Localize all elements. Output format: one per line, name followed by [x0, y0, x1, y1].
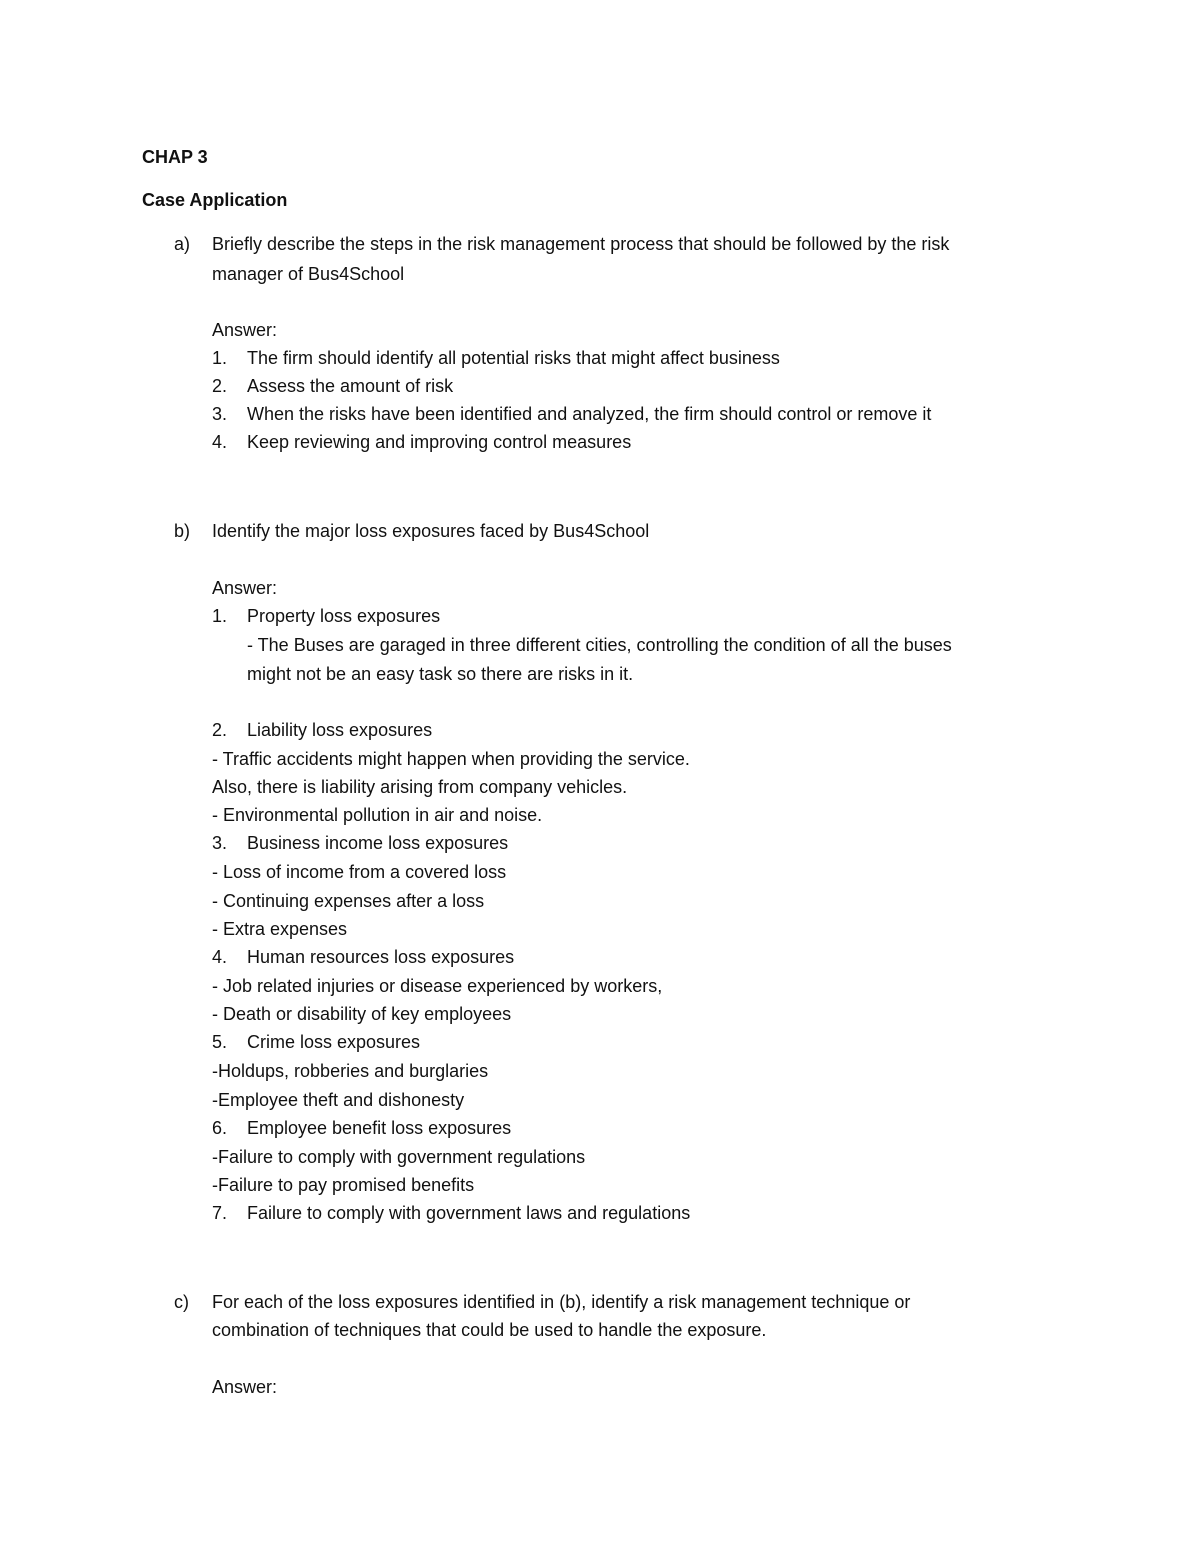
list-item-number: 6. [212, 1118, 228, 1138]
section-heading: Case Application [142, 190, 288, 210]
list-item: Human resources loss exposures [247, 947, 515, 967]
list-item-detail: - Environmental pollution in air and noise. [212, 805, 543, 825]
question-b-label: b) [174, 521, 191, 541]
list-item-detail: - Job related injuries or disease experienced by workers, [212, 976, 663, 996]
list-item: Keep reviewing and improving control measures [247, 432, 632, 452]
list-item: Assess the amount of risk [247, 376, 454, 396]
list-item-number: 3. [212, 833, 228, 853]
list-item-detail: Also, there is liability arising from company vehicles. [212, 777, 628, 797]
list-item: Liability loss exposures [247, 720, 433, 740]
list-item: Failure to comply with government laws and regulations [247, 1203, 691, 1223]
list-item-detail: -Failure to pay promised benefits [212, 1175, 475, 1195]
list-item-detail: - Traffic accidents might happen when providing the service. [212, 749, 690, 769]
list-item-number: 5. [212, 1032, 228, 1052]
list-item-number: 1. [212, 606, 228, 626]
list-item-detail: -Employee theft and dishonesty [212, 1090, 465, 1110]
list-item-detail: -Holdups, robberies and burglaries [212, 1061, 489, 1081]
question-a-text-line2: manager of Bus4School [212, 264, 405, 284]
list-item: When the risks have been identified and analyzed, the firm should control or remove it [247, 404, 932, 424]
list-item-number: 4. [212, 947, 228, 967]
question-b-answer-label: Answer: [212, 578, 278, 598]
list-item-number: 7. [212, 1203, 228, 1223]
list-item-detail: - Death or disability of key employees [212, 1004, 512, 1024]
list-item-detail: - The Buses are garaged in three different cities, controlling the condition of all the buses [247, 635, 952, 655]
list-item-detail: -Failure to comply with government regulations [212, 1147, 586, 1167]
question-a-text-line1: Briefly describe the steps in the risk management process that should be followed by the risk [212, 234, 950, 254]
question-c-label: c) [174, 1292, 189, 1312]
list-item-detail: - Continuing expenses after a loss [212, 891, 485, 911]
question-c-text-line1: For each of the loss exposures identified in (b), identify a risk management technique or [212, 1292, 911, 1312]
list-item-number: 4. [212, 432, 228, 452]
list-item-number: 2. [212, 720, 228, 740]
list-item: Crime loss exposures [247, 1032, 421, 1052]
list-item-number: 2. [212, 376, 228, 396]
question-a-answer-label: Answer: [212, 320, 278, 340]
list-item: The firm should identify all potential risks that might affect business [247, 348, 780, 368]
chapter-heading: CHAP 3 [142, 147, 208, 167]
list-item-detail: - Loss of income from a covered loss [212, 862, 507, 882]
list-item-number: 3. [212, 404, 228, 424]
question-c-text-line2: combination of techniques that could be used to handle the exposure. [212, 1320, 767, 1340]
list-item-detail: - Extra expenses [212, 919, 348, 939]
question-b-text: Identify the major loss exposures faced by Bus4School [212, 521, 650, 541]
list-item-number: 1. [212, 348, 228, 368]
list-item-detail: might not be an easy task so there are risks in it. [247, 664, 634, 684]
list-item: Employee benefit loss exposures [247, 1118, 512, 1138]
question-a-label: a) [174, 234, 191, 254]
list-item: Property loss exposures [247, 606, 441, 626]
list-item: Business income loss exposures [247, 833, 509, 853]
question-c-answer-label: Answer: [212, 1377, 278, 1397]
